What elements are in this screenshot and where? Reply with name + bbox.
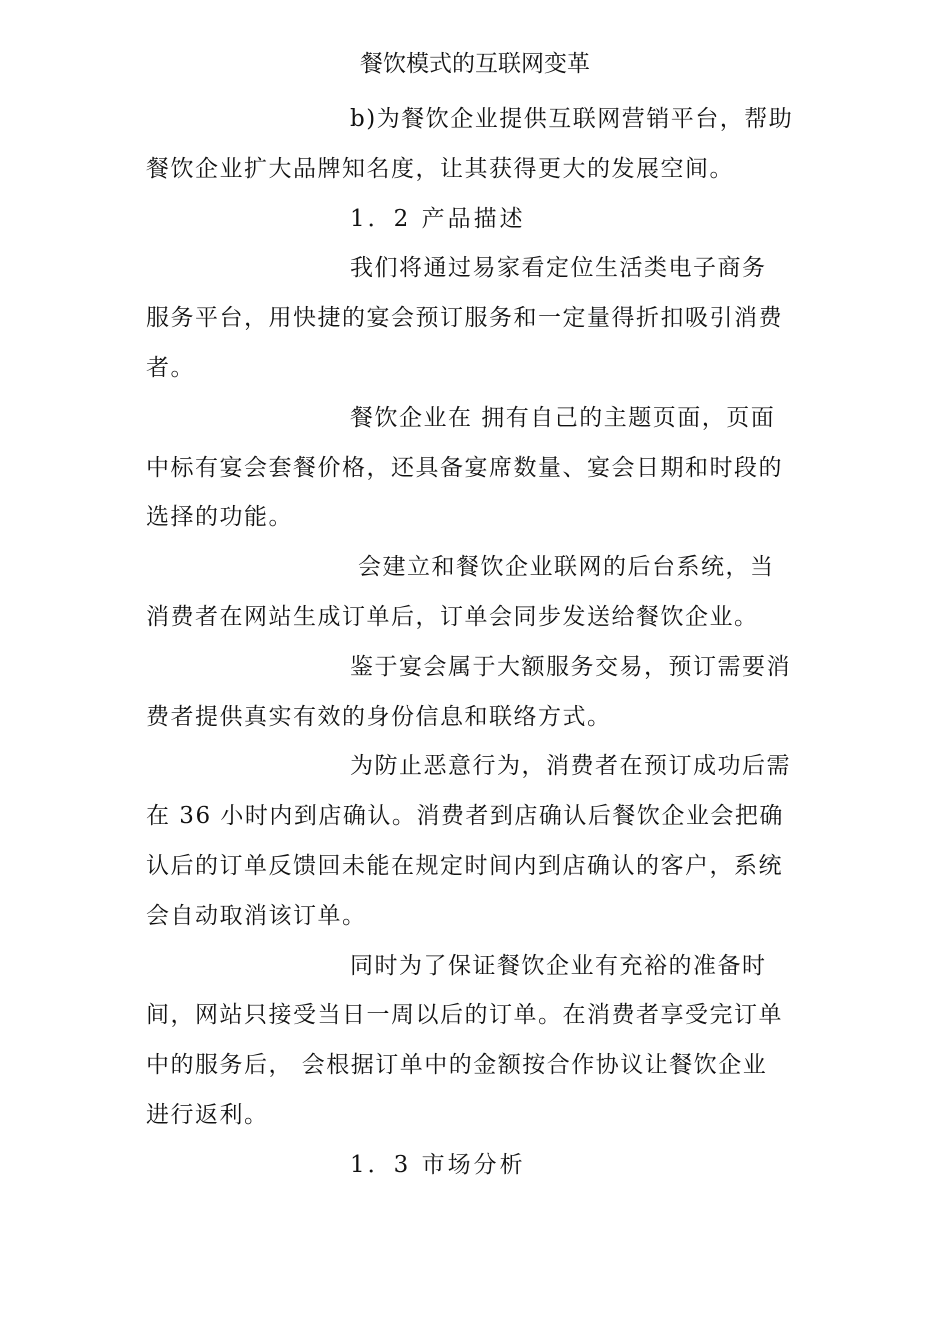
paragraph-line: 间，网站只接受当日一周以后的订单。在消费者享受完订单	[146, 1002, 783, 1029]
paragraph-line: 餐饮企业在 拥有自己的主题页面，页面	[350, 404, 776, 431]
paragraph-line: 进行返利。	[146, 1101, 269, 1128]
paragraph-line: 餐饮企业扩大品牌知名度，让其获得更大的发展空间。	[146, 155, 734, 182]
section-heading: 1．2 产品描述	[350, 205, 526, 232]
paragraph-line: 在 36 小时内到店确认。消费者到店确认后餐饮企业会把确	[146, 803, 784, 830]
paragraph-line: 同时为了保证餐饮企业有充裕的准备时	[350, 952, 767, 979]
paragraph-line: 中标有宴会套餐价格，还具备宴席数量、宴会日期和时段的	[146, 454, 783, 481]
paragraph-line: 会自动取消该订单。	[146, 902, 367, 929]
paragraph-line: 中的服务后， 会根据订单中的金额按合作协议让餐饮企业	[146, 1052, 768, 1079]
paragraph-line: b)为餐饮企业提供互联网营销平台，帮助	[350, 106, 794, 132]
section-heading: 1．3 市场分析	[350, 1151, 526, 1178]
document-body	[146, 99, 806, 1195]
paragraph-line: 为防止恶意行为，消费者在预订成功后需	[350, 753, 791, 780]
paragraph-line: 服务平台，用快捷的宴会预订服务和一定量得折扣吸引消费	[146, 305, 783, 332]
paragraph-line: 鉴于宴会属于大额服务交易，预订需要消	[350, 653, 791, 680]
paragraph-line: 费者提供真实有效的身份信息和联络方式。	[146, 703, 612, 730]
paragraph-line: 者。	[146, 354, 195, 381]
page-header-title: 餐饮模式的互联网变革	[360, 51, 590, 77]
paragraph-line: 选择的功能。	[146, 504, 293, 531]
paragraph-line: 会建立和餐饮企业联网的后台系统，当	[358, 554, 775, 581]
paragraph-line: 认后的订单反馈回未能在规定时间内到店确认的客户，系统	[146, 852, 783, 879]
paragraph-line: 我们将通过易家看定位生活类电子商务	[350, 255, 767, 282]
paragraph-line: 消费者在网站生成订单后，订单会同步发送给餐饮企业。	[146, 603, 759, 630]
